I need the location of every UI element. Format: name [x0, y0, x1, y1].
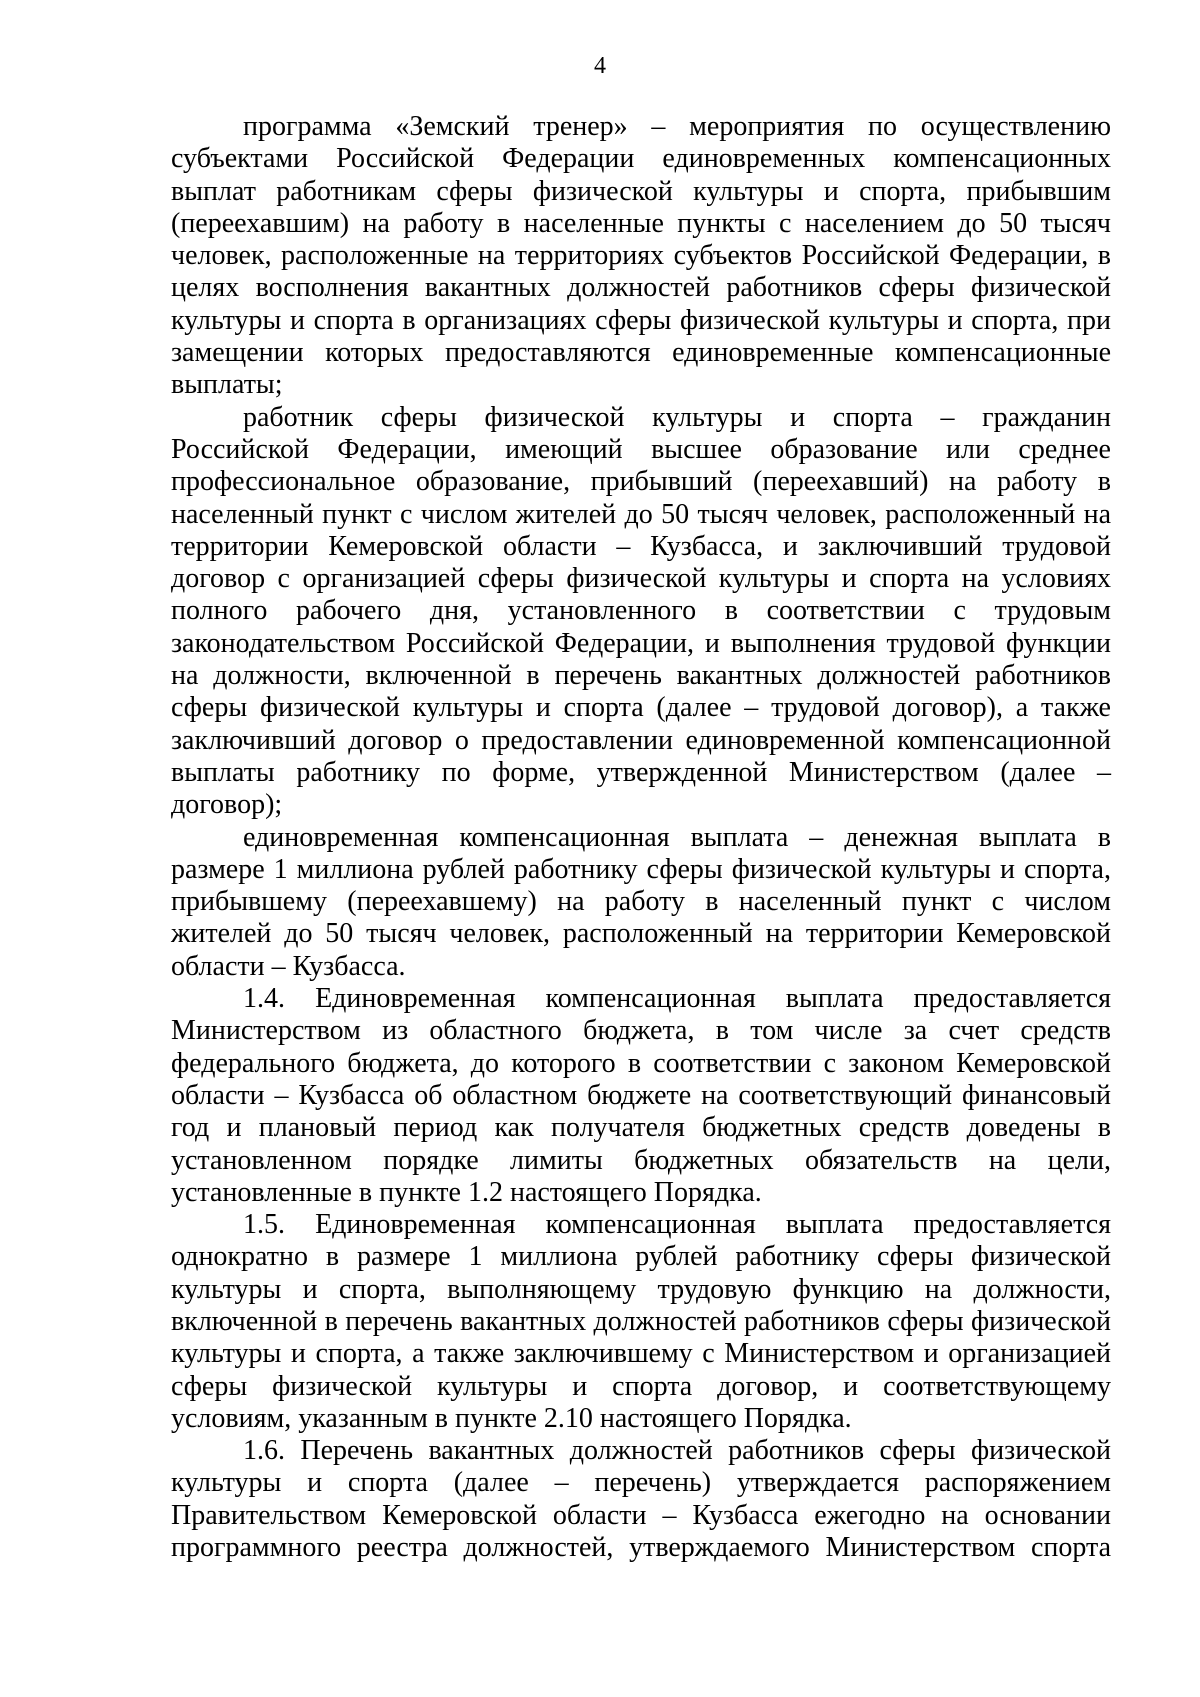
document-body — [171, 111, 1111, 1564]
paragraph-1-6: 1.6. Перечень вакантных должностей работников сферы физической культуры и спорта (далее – перечень) утверждается распоряжением Правительством Кемеровской области – Кузбасса ежегодно на основании программного реестра должностей, утверждаемого Министерством спорта — [171, 1435, 1111, 1564]
paragraph-zemsky-trener-definition: программа «Земский тренер» – мероприятия по осуществлению субъектами Российской Федерации единовременных компенсационных выплат работникам сферы физической культуры и спорта, прибывшим (переехавшим) на работу в населенные пункты с населением до 50 тысяч человек, расположенные на территориях субъектов Российской Федерации, в целях восполнения вакантных должностей работников сферы физической культуры и спорта в организациях сферы физической культуры и спорта, при замещении которых предоставляются единовременные компенсационные выплаты; — [171, 111, 1111, 401]
paragraph-1-5: 1.5. Единовременная компенсационная выплата предоставляется однократно в размере 1 миллиона рублей работнику сферы физической культуры и спорта, выполняющему трудовую функцию на должности, включенной в перечень вакантных должностей работников сферы физической культуры и спорта, а также заключившему с Министерством и организацией сферы физической культуры и спорта договор, и соответствующему условиям, указанным в пункте 2.10 настоящего Порядка. — [171, 1209, 1111, 1434]
paragraph-payment-definition: единовременная компенсационная выплата – денежная выплата в размере 1 миллиона рублей работнику сферы физической культуры и спорта, прибывшему (переехавшему) на работу в населенный пункт с числом жителей до 50 тысяч человек, расположенный на территории Кемеровской области – Кузбасса. — [171, 821, 1111, 982]
paragraph-1-4: 1.4. Единовременная компенсационная выплата предоставляется Министерством из областного бюджета, в том числе за счет средств федерального бюджета, до которого в соответствии с законом Кемеровской области – Кузбасса об областном бюджете на соответствующий финансовый год и плановый период как получателя бюджетных средств доведены в установленном порядке лимиты бюджетных обязательств на цели, установленные в пункте 1.2 настоящего Порядка. — [171, 983, 1111, 1208]
paragraph-worker-definition: работник сферы физической культуры и спорта – гражданин Российской Федерации, имеющий высшее образование или среднее профессиональное образование, прибывший (переехавший) на работу в населенный пункт с числом жителей до 50 тысяч человек, расположенный на территории Кемеровской области – Кузбасса, и заключивший трудовой договор с организацией сферы физической культуры и спорта на условиях полного рабочего дня, установленного в соответствии с трудовым законодательством Российской Федерации, и выполнения трудовой функции на должности, включенной в перечень вакантных должностей работников сферы физической культуры и спорта (далее – трудовой договор), а также заключивший договор о предоставлении единовременной компенсационной выплаты работнику по форме, утвержденной Министерством (далее – договор); — [171, 401, 1111, 821]
page-number: 4 — [594, 53, 606, 79]
